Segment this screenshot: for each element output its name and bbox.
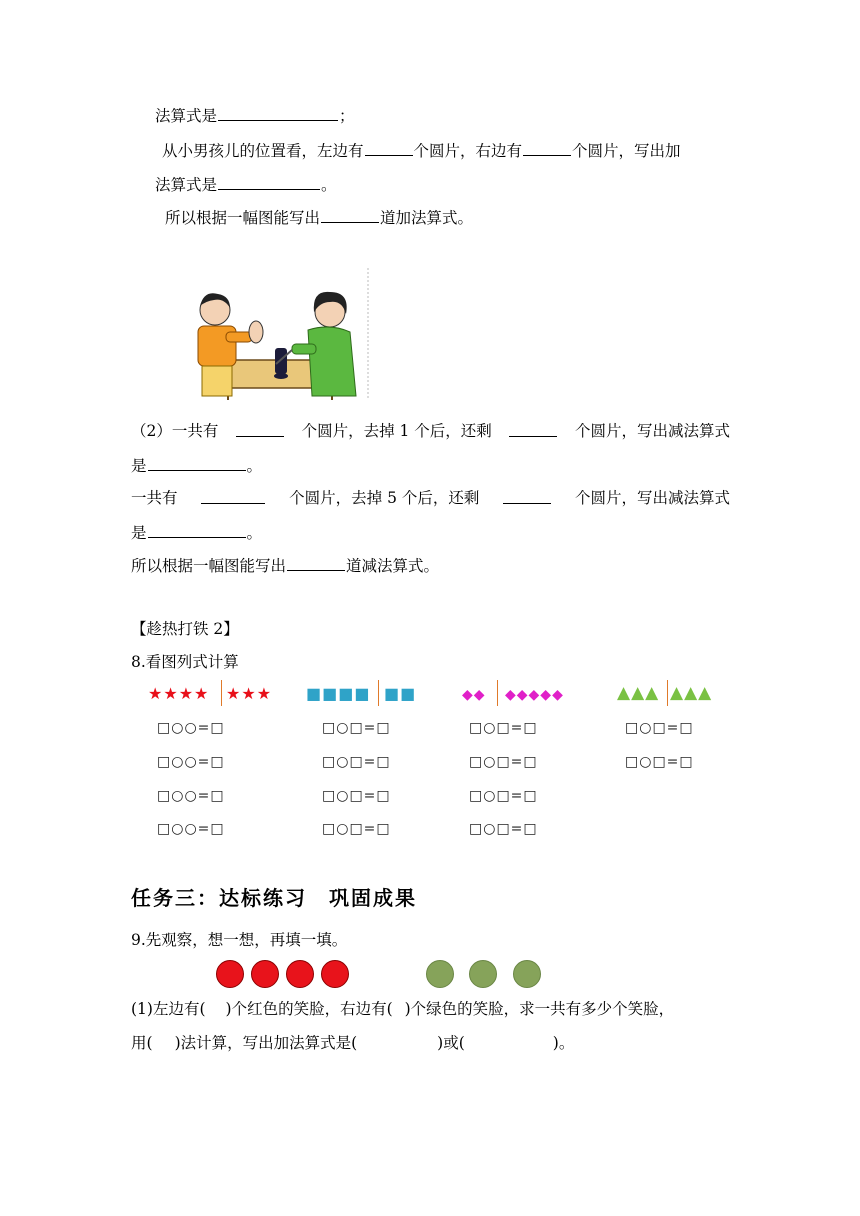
squares-left: ■■■■ — [306, 684, 371, 703]
line-part2-4 — [131, 521, 262, 544]
answer-blank[interactable] — [365, 139, 413, 156]
formula-slot[interactable]: □○○=□ — [157, 754, 225, 770]
answer-blank[interactable] — [148, 521, 246, 538]
task3-heading: 任务三：达标练习 巩固成果 — [131, 886, 417, 910]
formula-slot[interactable]: □○○=□ — [157, 788, 225, 804]
formula-slot[interactable]: □○□=□ — [469, 788, 538, 804]
text: 是 — [131, 524, 147, 542]
text: 从小男孩儿的位置看，左边有 — [162, 142, 364, 160]
q9-line-2 — [131, 1032, 574, 1054]
formula-slot[interactable]: □○□=□ — [322, 720, 391, 736]
text: 。 — [246, 457, 263, 475]
red-smiley — [251, 960, 279, 988]
formula-slot[interactable]: □○□=□ — [322, 754, 391, 770]
line-addition-count — [165, 206, 473, 229]
text: )或( — [437, 1034, 465, 1052]
text: 所以根据一幅图能写出 — [131, 557, 287, 575]
stars-left: ★★★★ — [148, 684, 210, 703]
green-smiley — [426, 960, 454, 988]
question-9: 9.先观察，想一想，再填一填。 — [131, 931, 348, 949]
group-divider — [378, 680, 379, 706]
text: 个圆片，写出减法算式 — [574, 489, 730, 507]
text: ； — [339, 107, 355, 125]
answer-blank[interactable] — [218, 104, 338, 121]
group-divider — [221, 680, 222, 706]
answer-blank[interactable] — [321, 206, 379, 223]
practice-question: 8.看图列式计算 — [131, 653, 239, 671]
answer-blank[interactable] — [523, 139, 571, 156]
green-smiley — [513, 960, 541, 988]
text: 。 — [321, 176, 337, 194]
text: 道加法算式。 — [380, 209, 474, 227]
formula-slot[interactable]: □○□=□ — [625, 754, 694, 770]
text: )。 — [552, 1034, 575, 1052]
formula-slot[interactable]: □○□=□ — [625, 720, 694, 736]
squares-right: ■■ — [384, 684, 417, 703]
line-part2-3 — [131, 487, 730, 509]
children-table-illustration — [180, 268, 375, 400]
text: )个红色的笑脸，右边有( — [225, 1000, 393, 1018]
text: 个圆片，去掉 1 个后，还剩 — [301, 422, 492, 440]
q9-line-1 — [131, 998, 730, 1020]
text: 个圆片，去掉 5 个后，还剩 — [289, 489, 480, 507]
formula-slot[interactable]: □○□=□ — [469, 821, 538, 837]
text: 个圆片，写出加 — [572, 142, 681, 160]
line-part2-2 — [131, 454, 262, 477]
triangles-right: ▲▲▲ — [670, 683, 713, 703]
formula-slot[interactable]: □○○=□ — [157, 821, 225, 837]
text: 是 — [131, 457, 147, 475]
line-addition-formula-1 — [155, 104, 355, 127]
answer-blank[interactable] — [503, 487, 551, 504]
text: 道减法算式。 — [346, 557, 440, 575]
text: )法计算，写出加法算式是( — [174, 1034, 358, 1052]
text: 法算式是 — [155, 107, 218, 125]
text: )个绿色的笑脸，求一共有多少个笑脸， — [404, 1000, 675, 1018]
formula-slot[interactable]: □○□=□ — [322, 788, 391, 804]
answer-blank[interactable] — [218, 173, 320, 190]
text: 。 — [246, 524, 263, 542]
formula-slot[interactable]: □○□=□ — [469, 754, 538, 770]
text: 法算式是 — [155, 176, 218, 194]
text: 一共有 — [131, 489, 178, 507]
text: 所以根据一幅图能写出 — [165, 209, 321, 227]
answer-blank[interactable] — [287, 554, 345, 571]
stars-right: ★★★ — [226, 684, 273, 703]
formula-slot[interactable]: □○○=□ — [157, 720, 225, 736]
text: 个圆片，右边有 — [413, 142, 523, 160]
green-smiley — [469, 960, 497, 988]
answer-blank[interactable] — [509, 420, 557, 437]
practice-title: 【趁热打铁 2】 — [131, 620, 239, 638]
line-part2-5 — [131, 554, 439, 577]
text: (1)左边有( — [131, 1000, 206, 1018]
red-smiley — [286, 960, 314, 988]
line-addition-formula-2 — [155, 173, 337, 196]
red-smiley — [321, 960, 349, 988]
line-part2-1 — [131, 420, 730, 442]
answer-blank[interactable] — [148, 454, 246, 471]
answer-blank[interactable] — [201, 487, 265, 504]
red-smiley — [216, 960, 244, 988]
diamonds-right: ◆◆◆◆◆ — [505, 687, 564, 703]
text: （2）一共有 — [131, 422, 219, 440]
text: 用( — [131, 1034, 153, 1052]
text: 个圆片，写出减法算式 — [574, 422, 730, 440]
line-boy-view — [162, 139, 730, 162]
triangles-left: ▲▲▲ — [617, 683, 660, 703]
answer-blank[interactable] — [236, 420, 284, 437]
formula-slot[interactable]: □○□=□ — [469, 720, 538, 736]
diamonds-left: ◆◆ — [462, 687, 486, 703]
formula-slot[interactable]: □○□=□ — [322, 821, 391, 837]
group-divider — [497, 680, 498, 706]
group-divider — [667, 680, 668, 706]
